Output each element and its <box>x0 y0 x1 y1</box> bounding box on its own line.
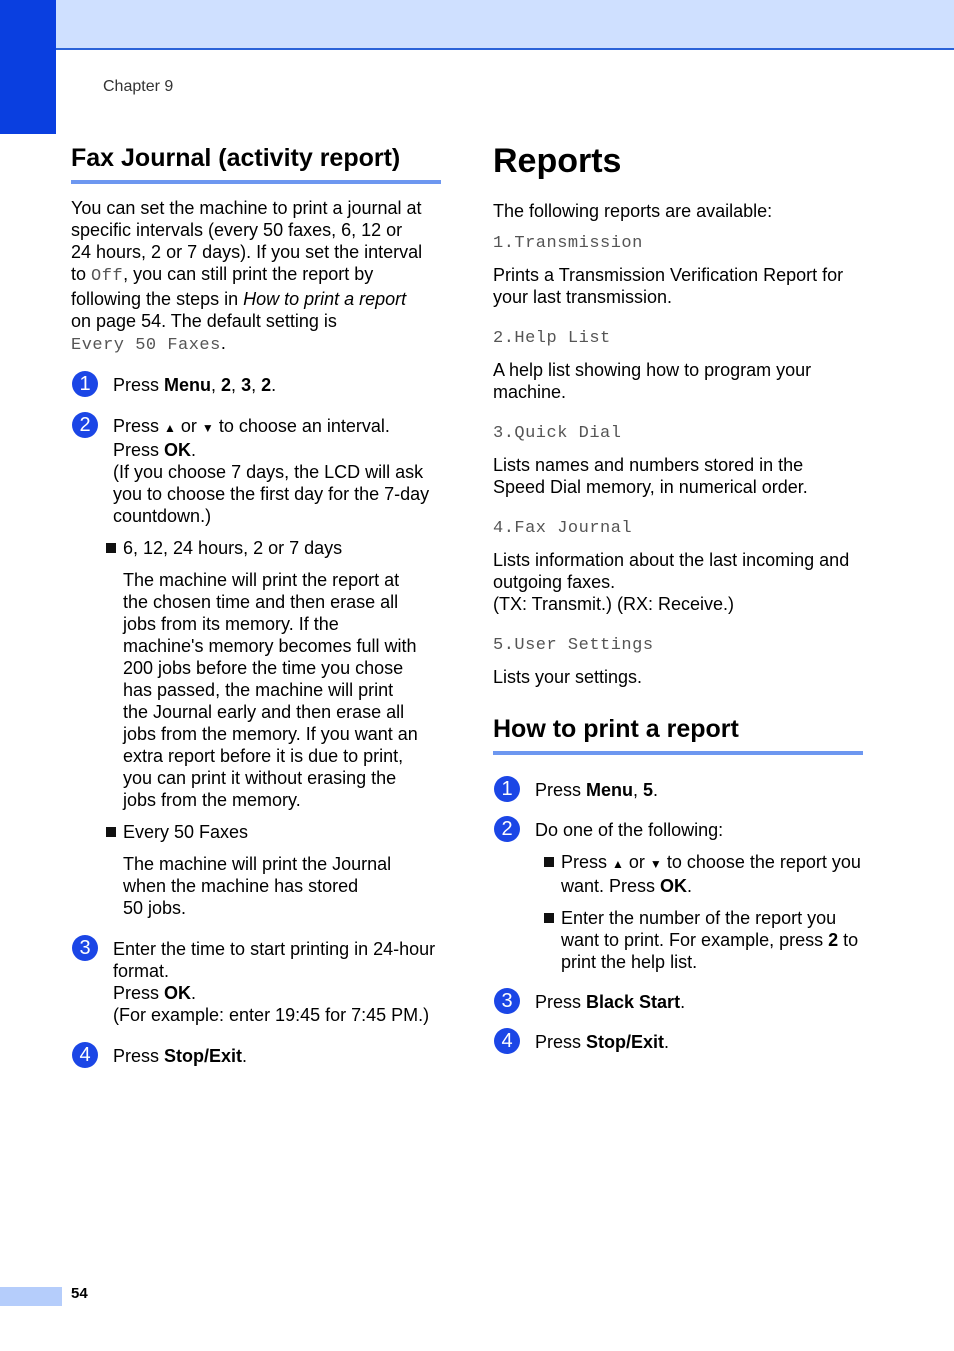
header-rule <box>56 48 954 50</box>
right-column <box>493 141 863 1053</box>
down-arrow-icon: ▼ <box>649 857 662 871</box>
report-code: 3.Quick Dial <box>493 424 622 443</box>
key-black-start: Black Start <box>586 992 681 1012</box>
section-title-how-to-print: How to print a report <box>493 715 739 743</box>
page-number: 54 <box>71 1285 88 1302</box>
report-description: Lists your settings. <box>493 667 643 687</box>
intro-line: 24 hours, 2 or 7 days). If you set the interval <box>71 242 423 262</box>
step-2: 2 Do one of the following: Press ▲ or ▼ to choose the report you want. Press OK. Enter the number of the report you want to print. For example, press 2 to print the help list. <box>493 819 863 973</box>
intro-line: specific intervals (every 50 faxes, 6, 12 or <box>71 220 403 240</box>
page-number-tab <box>0 1287 62 1306</box>
bullet-enter-number: Enter the number of the report you want to print. For example, press 2 to print the help list. <box>535 907 863 973</box>
down-arrow-icon: ▼ <box>201 421 214 435</box>
report-code: 5.User Settings <box>493 636 654 655</box>
up-arrow-icon: ▲ <box>164 421 176 435</box>
chapter-label: Chapter 9 <box>103 78 174 95</box>
step-number-icon: 3 <box>72 935 98 961</box>
step-3: 3 Enter the time to start printing in 24-hour format. Press OK. (For example: enter 19:45 for 7:45 PM.) <box>71 938 441 1026</box>
intro-line: following the steps in How to print a report <box>71 289 407 309</box>
intro-line: Every 50 Faxes. <box>71 333 226 355</box>
square-bullet-icon <box>106 827 116 837</box>
section-rule <box>493 751 863 755</box>
step-3: 3 Press Black Start. <box>493 991 863 1013</box>
bullet-every-50-faxes: Every 50 Faxes The machine will print the Journal when the machine has stored 50 jobs. <box>97 821 441 919</box>
step-1: 1 Press Menu, 5. <box>493 779 863 801</box>
reports-intro: The following reports are available: <box>493 201 773 221</box>
intro-paragraph <box>71 197 441 357</box>
header-band <box>0 0 954 50</box>
left-column <box>71 143 441 1067</box>
chapter-tab <box>0 0 56 134</box>
default-setting: Every 50 Faxes <box>71 336 221 355</box>
square-bullet-icon <box>106 543 116 553</box>
intro-line: You can set the machine to print a journal at <box>71 198 422 218</box>
square-bullet-icon <box>544 857 554 867</box>
report-list <box>493 233 863 688</box>
key-menu: Menu <box>164 375 212 395</box>
step-number-icon: 1 <box>72 371 98 397</box>
step-4: 4 Press Stop/Exit. <box>71 1045 441 1067</box>
setting-off: Off <box>91 267 124 286</box>
section-title-fax-journal: Fax Journal (activity report) <box>71 144 401 172</box>
key-ok: OK <box>164 440 192 460</box>
step-number-icon: 4 <box>494 1028 520 1054</box>
cross-reference-link[interactable]: How to print a report <box>243 289 407 309</box>
intro-line: on page 54. The default setting is <box>71 311 337 331</box>
page-title-reports: Reports <box>493 142 622 180</box>
report-description: Prints a Transmission Verification Report for your last transmission. <box>493 265 844 307</box>
step-number-icon: 2 <box>494 816 520 842</box>
section-rule <box>71 180 441 184</box>
step-2: 2 Press ▲ or ▼ to choose an interval. Press OK. (If you choose 7 days, the LCD will ask you to choose the first day for the 7-day countdown.) 6, 12, 24 hours, 2 or 7 days The machine will print the report at the chosen time and then erase all jobs from its memory. If the machine's memory becomes full with 200 jobs before the time you chose has passed, the machine will print the Journal early and then erase all jobs from the memory. If you want an extra report before it is due to print, you can print it without erasing the jobs from the memory. Every 50 Faxes The machine will print the Journal when the machine has stored 50 jobs. <box>71 415 441 919</box>
step-number-icon: 4 <box>72 1042 98 1068</box>
intro-line: to Off, you can still print the report by <box>71 264 374 286</box>
step-4: 4 Press Stop/Exit. <box>493 1031 863 1053</box>
key-menu: Menu <box>586 780 634 800</box>
step-number-icon: 2 <box>72 412 98 438</box>
bullet-interval-hours: 6, 12, 24 hours, 2 or 7 days The machine will print the report at the chosen time and then erase all jobs from its memory. If the machine's memory becomes full with 200 jobs before the time you chose has passed, the machine will print the Journal early and then erase all jobs from the memory. If you want an extra report before it is due to print, you can print it without erasing the jobs from the memory. <box>97 537 441 811</box>
key-stop-exit: Stop/Exit <box>164 1046 243 1066</box>
report-code: 1.Transmission <box>493 234 643 253</box>
report-description: Lists information about the last incoming and outgoing faxes. (TX: Transmit.) (RX: Receive.) <box>493 550 850 614</box>
report-description: Lists names and numbers stored in the Speed Dial memory, in numerical order. <box>493 455 808 497</box>
up-arrow-icon: ▲ <box>612 857 624 871</box>
key-ok: OK <box>164 983 192 1003</box>
report-description: A help list showing how to program your machine. <box>493 360 812 402</box>
key-ok: OK <box>660 876 688 896</box>
key-stop-exit: Stop/Exit <box>586 1032 665 1052</box>
square-bullet-icon <box>544 913 554 923</box>
bullet-choose-report: Press ▲ or ▼ to choose the report you want. Press OK. <box>535 851 863 897</box>
report-code: 4.Fax Journal <box>493 519 633 538</box>
step-1: 1 Press Menu, 2, 3, 2. <box>71 374 441 396</box>
how-to-print-section <box>493 714 863 1053</box>
step-number-icon: 3 <box>494 988 520 1014</box>
step-number-icon: 1 <box>494 776 520 802</box>
report-code: 2.Help List <box>493 329 611 348</box>
